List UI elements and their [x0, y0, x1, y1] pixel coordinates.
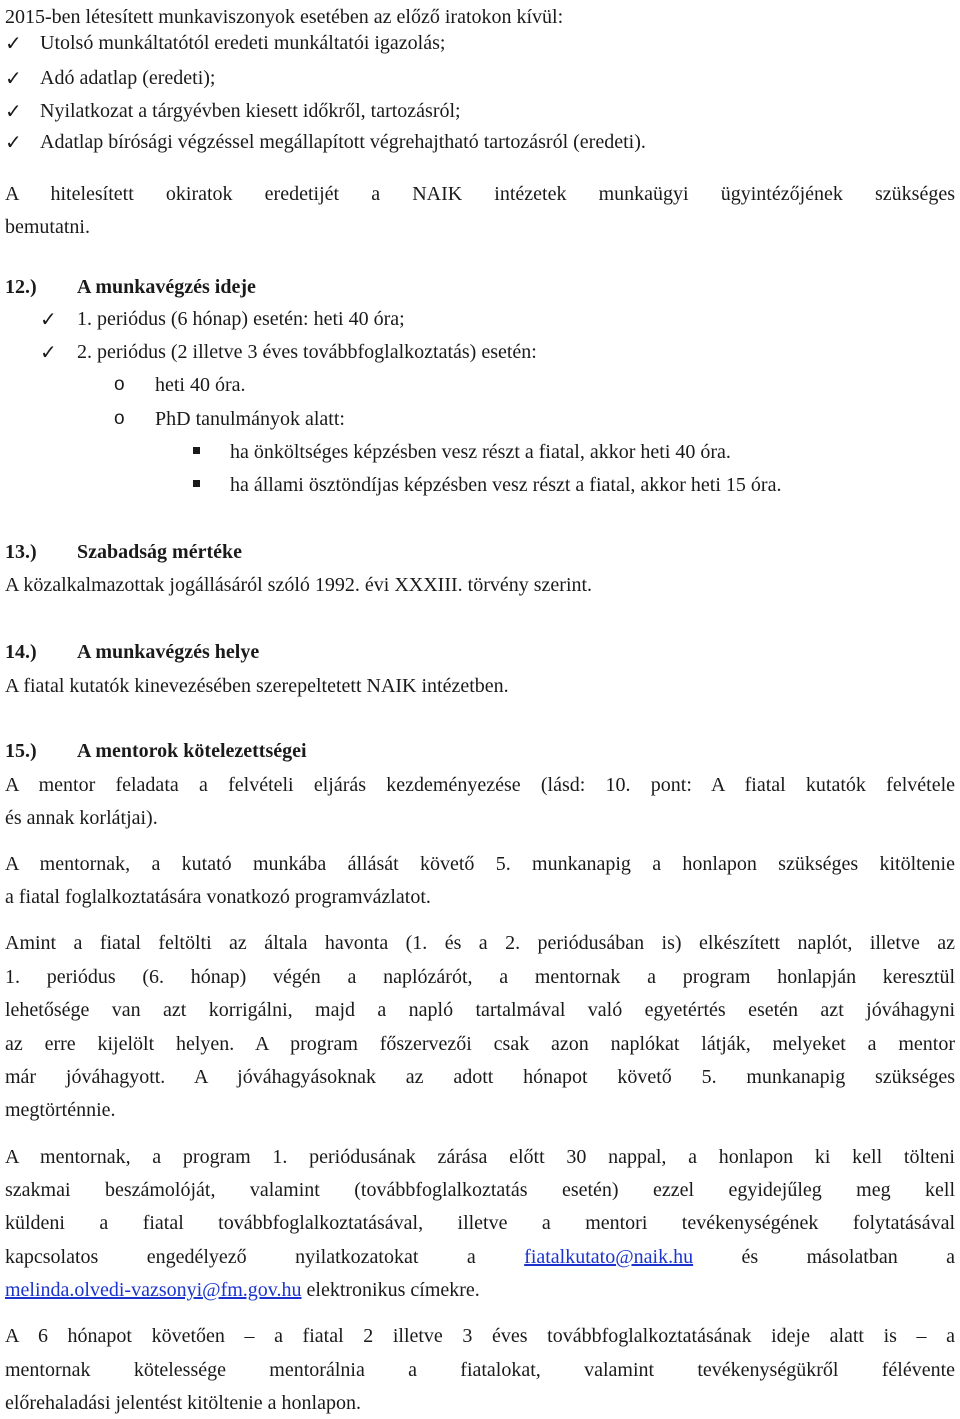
s15-p3-line-4: az erre kijelölt helyen. A program főszervezői csak azon naplókat látják, melyeket a mentor — [5, 1033, 955, 1055]
s15-p4-line-5-post: elektronikus címekre. — [301, 1279, 480, 1301]
checkmark-icon: ✓ — [40, 340, 57, 364]
section-number: 14.) — [5, 641, 37, 663]
s12-subsubitem-1: ha önköltséges képzésben vesz részt a fiatal, akkor heti 40 óra. — [230, 441, 731, 463]
s15-p3-line-5: már jóváhagyott. A jóváhagyásoknak az adott hónapot követő 5. munkanapig szükséges — [5, 1066, 955, 1088]
s15-p4-line-4-post: és másolatban a — [741, 1246, 956, 1268]
s15-p4-line-5 — [5, 1278, 480, 1302]
checkmark-icon: ✓ — [5, 66, 22, 90]
square-bullet-icon — [193, 447, 200, 454]
s15-p3-line-6: megtörténnie. — [5, 1099, 116, 1121]
circle-bullet-icon: o — [114, 374, 125, 395]
checkmark-icon: ✓ — [40, 307, 57, 331]
intro-item-4: Adatlap bírósági végzéssel megállapított végrehajtható tartozásról (eredeti). — [40, 131, 646, 153]
section-title: A munkavégzés ideje — [77, 276, 256, 298]
section-title: Szabadság mértéke — [77, 541, 242, 563]
section-number: 12.) — [5, 276, 37, 298]
checkmark-icon: ✓ — [5, 130, 22, 154]
section-title: A munkavégzés helye — [77, 641, 260, 663]
s14-text: A fiatal kutatók kinevezésében szerepeltetett NAIK intézetben. — [5, 675, 509, 697]
s15-p1-line-1: A mentor feladata a felvételi eljárás kezdeményezése (lásd: 10. pont: A fiatal kutatók felvétele — [5, 774, 955, 796]
intro-note-line-1: A hitelesített okiratok eredetijét a NAIK intézetek munkaügyi ügyintézőjének szükséges — [5, 183, 955, 205]
s15-p4-line-4 — [5, 1245, 955, 1269]
s12-subitem-2: PhD tanulmányok alatt: — [155, 408, 345, 430]
s15-p4-line-1: A mentornak, a program 1. periódusának zárása előtt 30 nappal, a honlapon ki kell tölteni — [5, 1146, 955, 1168]
s15-p4-line-3: küldeni a fiatal továbbfoglalkoztatásával, illetve a mentori tevékenységének folytatásával — [5, 1212, 955, 1234]
s12-item-1: 1. periódus (6 hónap) esetén: heti 40 óra; — [77, 308, 405, 330]
s15-p5-line-1: A 6 hónapot követően – a fiatal 2 illetve 3 éves továbbfoglalkoztatásának ideje alatt is – a — [5, 1325, 955, 1347]
intro-heading: 2015-ben létesített munkaviszonyok esetében az előző iratokon kívül: — [5, 6, 564, 28]
s13-text: A közalkalmazottak jogállásáról szóló 1992. évi XXXIII. törvény szerint. — [5, 574, 593, 596]
section-number: 13.) — [5, 541, 37, 563]
intro-note-line-2: bemutatni. — [5, 216, 90, 238]
section-title: A mentorok kötelezettségei — [77, 740, 307, 762]
s15-p2-line-1: A mentornak, a kutató munkába állását követő 5. munkanapig a honlapon szükséges kitöltenie — [5, 853, 955, 875]
s15-p2-line-2: a fiatal foglalkoztatására vonatkozó programvázlatot. — [5, 886, 431, 908]
circle-bullet-icon: o — [114, 408, 125, 429]
s15-p4-line-4-pre: kapcsolatos engedélyező nyilatkozatokat a — [5, 1246, 476, 1268]
s15-p5-line-2: mentornak kötelessége mentorálnia a fiatalokat, valamint tevékenységükről félévente — [5, 1359, 955, 1381]
section-number: 15.) — [5, 740, 37, 762]
email-link-olvedi-vazsonyi[interactable]: melinda.olvedi-vazsonyi@fm.gov.hu — [5, 1279, 302, 1301]
s15-p1-line-2: és annak korlátjai). — [5, 807, 158, 829]
checkmark-icon: ✓ — [5, 99, 22, 123]
intro-item-2: Adó adatlap (eredeti); — [40, 67, 216, 89]
intro-item-1: Utolsó munkáltatótól eredeti munkáltatói igazolás; — [40, 32, 446, 54]
s15-p3-line-3: lehetősége van azt korrigálni, majd a napló tartalmával való egyetértés esetén azt jóváhagyni — [5, 999, 955, 1021]
s12-subitem-1: heti 40 óra. — [155, 374, 246, 396]
s15-p4-line-2: szakmai beszámolóját, valamint (továbbfoglalkoztatás esetén) ezzel egyidejűleg meg kell — [5, 1179, 955, 1201]
s12-item-2: 2. periódus (2 illetve 3 éves továbbfoglalkoztatás) esetén: — [77, 341, 537, 363]
s12-subsubitem-2: ha állami ösztöndíjas képzésben vesz részt a fiatal, akkor heti 15 óra. — [230, 474, 782, 496]
s15-p3-line-2: 1. periódus (6. hónap) végén a naplózárót, a mentornak a program honlapján keresztül — [5, 966, 955, 988]
email-link-fiatalkutato[interactable]: fiatalkutato@naik.hu — [524, 1246, 694, 1268]
s15-p5-line-3: előrehaladási jelentést kitöltenie a honlapon. — [5, 1392, 361, 1414]
s15-p3-line-1: Amint a fiatal feltölti az általa havonta (1. és a 2. periódusában is) elkészített naplót, illetve az — [5, 932, 955, 954]
square-bullet-icon — [193, 480, 200, 487]
intro-item-3: Nyilatkozat a tárgyévben kiesett időkről, tartozásról; — [40, 100, 461, 122]
checkmark-icon: ✓ — [5, 31, 22, 55]
